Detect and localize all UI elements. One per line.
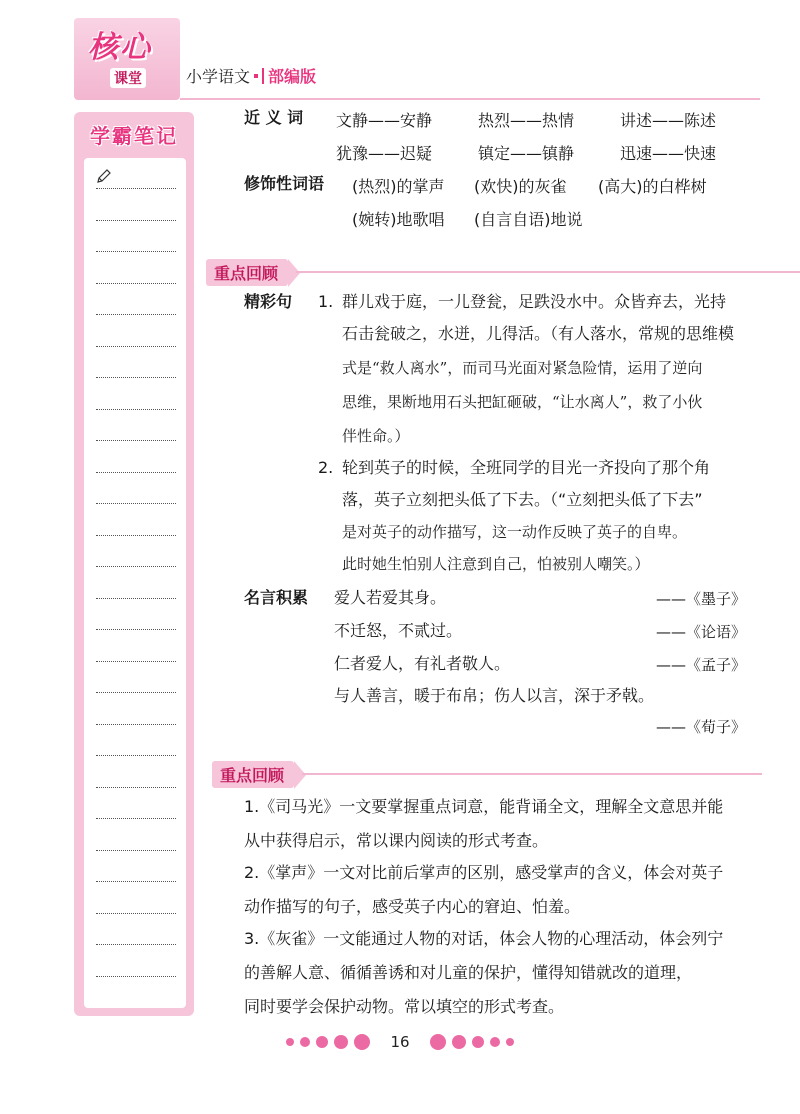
note-line xyxy=(96,503,176,504)
sentence-number: 2. xyxy=(318,458,334,477)
synonyms-label: 近 义 词 xyxy=(244,108,304,127)
note-line xyxy=(96,944,176,945)
logo-sub-text: 课堂 xyxy=(110,68,146,88)
list-item xyxy=(244,790,756,858)
logo xyxy=(74,18,180,100)
quote-text: 仁者爱人，有礼者敬人。 xyxy=(334,654,511,673)
note-line xyxy=(96,661,176,662)
note-line xyxy=(96,188,176,189)
sentence-line: 是对英子的动作描写，这一动作反映了英子的自卑。 xyxy=(342,523,688,541)
synonym-pair: 热烈——热情 xyxy=(478,111,575,130)
item-line: 《掌声》一文对比前后掌声的区别，感受掌声的含义，体会对英子 xyxy=(259,863,724,882)
sentence-line: 伴性命。） xyxy=(342,427,410,445)
note-line xyxy=(96,377,176,378)
note-line xyxy=(96,598,176,599)
item-number: 2. xyxy=(244,863,260,882)
sentence-line: 轮到英子的时候，全班同学的目光一齐投向了那个角 xyxy=(342,458,711,477)
item-line: 动作描写的句子，感受英子内心的窘迫、怕羞。 xyxy=(244,897,581,916)
note-line xyxy=(96,220,176,221)
note-line xyxy=(96,409,176,410)
note-line xyxy=(96,283,176,284)
item-number: 1. xyxy=(244,797,260,816)
note-line xyxy=(96,787,176,788)
quote-source: ——《论语》 xyxy=(655,623,746,641)
note-line xyxy=(96,976,176,977)
item-line: 从中获得启示，常以课内阅读的形式考查。 xyxy=(244,831,549,850)
decor-dot xyxy=(300,1037,310,1047)
quotes-label: 名言积累 xyxy=(244,588,309,607)
note-line xyxy=(96,346,176,347)
note-line xyxy=(96,314,176,315)
synonym-pair: 讲述——陈述 xyxy=(620,111,717,130)
section-rule xyxy=(296,271,800,273)
notes-sidebar xyxy=(74,112,194,1016)
modifier-phrase: (欢快)的灰雀 xyxy=(474,177,567,196)
section-rule xyxy=(302,773,762,775)
sentence-line: 式是“救人离水”，而司马光面对紧急险情，运用了逆向 xyxy=(342,359,703,377)
note-line xyxy=(96,913,176,914)
decor-dot xyxy=(506,1038,514,1046)
decor-dot xyxy=(452,1035,466,1049)
modifier-phrase: (高大)的白桦树 xyxy=(598,177,707,196)
synonym-pair: 文静——安静 xyxy=(336,111,433,130)
quote-text: 与人善言，暖于布帛；伤人以言，深于矛戟。 xyxy=(334,686,655,705)
sentence-number: 1. xyxy=(318,292,334,311)
decor-dot xyxy=(472,1036,484,1048)
synonym-pair: 迅速——快速 xyxy=(620,144,717,163)
note-line xyxy=(96,850,176,851)
sentence-line: 石击瓮破之，水迸，儿得活。（有人落水，常规的思维模 xyxy=(342,324,735,343)
notes-paper[interactable] xyxy=(84,158,186,1008)
sentence-line: 落，英子立刻把头低了下去。（“立刻把头低了下去” xyxy=(342,490,703,509)
modifier-phrase: (婉转)地歌唱 xyxy=(352,210,445,229)
section-title: 重点回顾 xyxy=(206,259,288,286)
sentence-line: 思维，果断地用石头把缸砸破，“让水离人”，救了小伙 xyxy=(342,393,703,411)
modifier-phrase: (热烈)的掌声 xyxy=(352,177,445,196)
item-number: 3. xyxy=(244,929,260,948)
section-title: 重点回顾 xyxy=(212,761,294,788)
decor-dot xyxy=(316,1036,328,1048)
item-line: 《灰雀》一文能通过人物的对话，体会人物的心理活动，体会列宁 xyxy=(259,929,724,948)
decor-dot xyxy=(430,1034,446,1050)
notes-title: 学霸笔记 xyxy=(90,124,178,148)
note-line xyxy=(96,440,176,441)
quote-source: ——《孟子》 xyxy=(655,656,746,674)
edition-label: 部编版 xyxy=(268,67,317,86)
note-line xyxy=(96,724,176,725)
modifiers-label: 修饰性词语 xyxy=(244,174,325,193)
sentence-line: 此时她生怕别人注意到自己，怕被别人嘲笑。） xyxy=(342,555,650,573)
note-line xyxy=(96,629,176,630)
decor-dot xyxy=(286,1038,294,1046)
item-line: 《司马光》一文要掌握重点词意，能背诵全文，理解全文意思并能 xyxy=(259,797,724,816)
note-line xyxy=(96,251,176,252)
decor-dot xyxy=(334,1035,348,1049)
section-heading xyxy=(206,258,288,286)
note-line xyxy=(96,881,176,882)
synonym-pair: 镇定——镇静 xyxy=(478,144,575,163)
header-subject xyxy=(186,64,316,87)
note-line xyxy=(96,472,176,473)
separator-bar xyxy=(262,68,264,84)
subject-label: 小学语文 xyxy=(186,67,251,86)
note-line xyxy=(96,692,176,693)
quote-text: 不迁怒，不贰过。 xyxy=(334,621,463,640)
quote-source: ——《荀子》 xyxy=(655,718,746,736)
logo-main-text: 核心 xyxy=(88,30,152,65)
decor-dot xyxy=(490,1037,500,1047)
header-divider xyxy=(180,98,760,100)
decor-dot xyxy=(354,1034,370,1050)
item-line: 的善解人意、循循善诱和对儿童的保护，懂得知错就改的道理， xyxy=(244,963,693,982)
note-line xyxy=(96,535,176,536)
note-line xyxy=(96,818,176,819)
separator-dot xyxy=(254,74,258,78)
page-number: 16 xyxy=(390,1033,410,1051)
section-heading xyxy=(212,760,294,788)
pencil-icon xyxy=(96,168,112,184)
list-item xyxy=(244,922,756,1024)
synonym-pair: 犹豫——迟疑 xyxy=(336,144,433,163)
list-item xyxy=(244,856,756,924)
page-number-bar xyxy=(0,1030,800,1054)
quote-source: ——《墨子》 xyxy=(655,590,746,608)
item-line: 同时要学会保护动物。常以填空的形式考查。 xyxy=(244,997,565,1016)
note-line xyxy=(96,566,176,567)
modifier-phrase: (自言自语)地说 xyxy=(474,210,583,229)
sentence-line: 群儿戏于庭，一儿登瓮，足跌没水中。众皆弃去，光持 xyxy=(342,292,727,311)
sentences-label: 精彩句 xyxy=(244,292,293,311)
note-line xyxy=(96,755,176,756)
quote-text: 爱人若爱其身。 xyxy=(334,588,447,607)
